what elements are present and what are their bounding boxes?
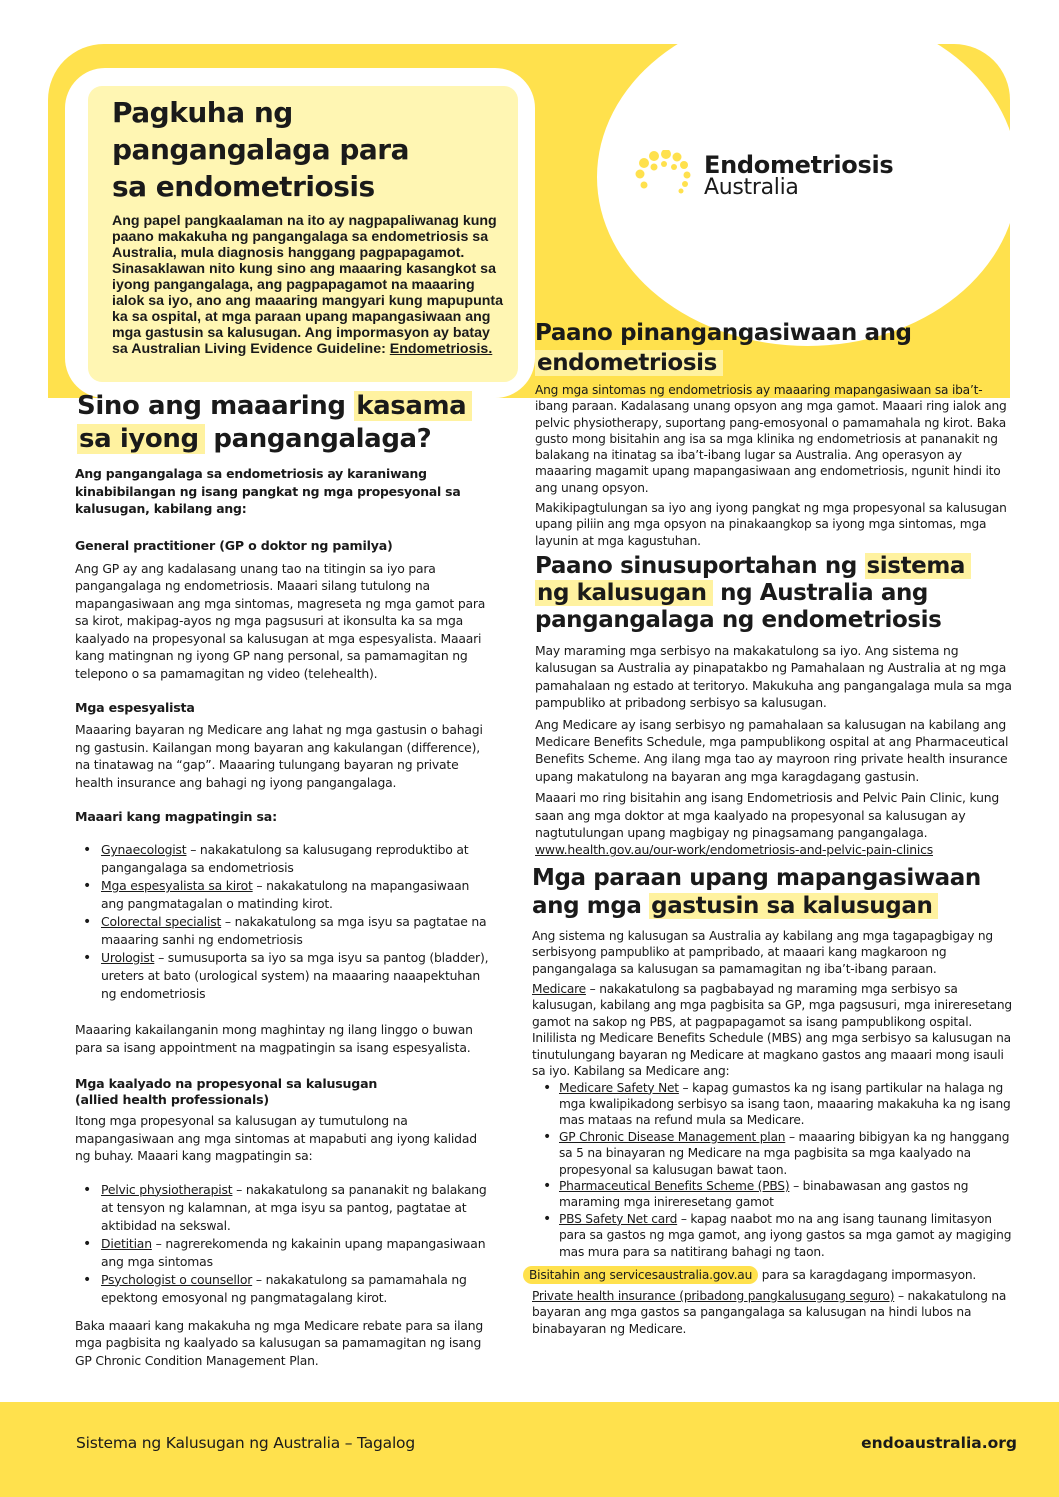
pbs-link[interactable]: Pharmaceutical Benefits Scheme (PBS) xyxy=(559,1178,790,1193)
list-item xyxy=(75,877,493,913)
list-item xyxy=(75,1271,493,1307)
dietitian-link[interactable]: Dietitian xyxy=(101,1235,152,1251)
item-text: – binabawasan ang gastos ng maraming mga inireresetang gamot xyxy=(559,1178,969,1210)
heading-highlight: gastusin sa kalusugan xyxy=(649,893,938,919)
item-text: – kapag naabot mo na ang isang taunang limitasyon para sa gastos ng mga gamot, ang iyong gastos sa mga gamot ay magiging mas mura para sa natitirang bahagi ng taon. xyxy=(559,1211,1012,1259)
pelvic-physio-link[interactable]: Pelvic physiotherapist xyxy=(101,1181,233,1197)
item-text: – nakakatulong sa pamamahala ng epektong emosyonal ng pangmatagalang kirot. xyxy=(101,1271,467,1305)
gp-body: Ang GP ay ang kadalasang unang tao na titingin sa iyo para pangangalaga ng endometriosis. Maaari silang tutulong na mapangasiwaan ang mga sintomas, magreseta ng mga gamot para sa kirot, makipag-ayos ng mga pagsusuri at ikonsulta ka sa mga kaalyado na propesyonal sa kalusugan at mga espesyalista. Maaari kang matingnan ng iyong GP nang personal, sa pamamagitan ng telepono o sa pamamagitan ng video (telehealth). xyxy=(75,560,486,681)
title-line-2: pangangalaga para xyxy=(112,133,409,166)
health-system-p1: May maraming mga serbisyo na makakatulong sa iyo. Ang sistema ng kalusugan sa Australia ay pinapatakbo ng Pamahalaan ng Australia at ng mga pamahalaan ng estado at teritoryo. Makukuha ang pangangalaga mula sa mga pampubliko at pribadong serbisyo sa kalusugan. xyxy=(535,642,1012,711)
gp-cdm-plan-link[interactable]: GP Chronic Disease Management plan xyxy=(559,1129,786,1144)
heading-highlight: sistema xyxy=(865,553,972,579)
medicare-text: – nakakatulong sa pagbabayad ng maraming mga serbisyo sa kalusugan, kabilang ang mga pagbisita sa GP, mga pagsusuri, mga inireresetang gamot na sakop ng PBS, at pagpapagamot sa isang pampublikong ospital. Inililista ng Medicare Benefits Schedule (MBS) ang mga serbisyo sa kalusugan na tinutulungang bayaran ng Medicare at magkano gastos ang maaari mong isauli sa iyo. Kabilang sa Medicare ang: xyxy=(532,982,1012,1079)
heading-text: Paano sinusuportahan ng xyxy=(535,552,865,579)
see-title: Maaari kang magpatingin sa: xyxy=(75,809,277,824)
item-text: – nagrerekomenda ng kakainin upang mapangasiwaan ang mga sintomas xyxy=(101,1235,486,1269)
item-text: – nakakatulong na mapangasiwaan ang pangmatagalan o matinding kirot. xyxy=(101,878,470,911)
safety-net-link[interactable]: Medicare Safety Net xyxy=(559,1080,679,1095)
visit-text: para sa karagdagang impormasyon. xyxy=(758,1267,977,1282)
wait-note: Maaaring kakailanganin mong maghintay ng ilang linggo o buwan para sa isang appointment na magpatingin sa isang espesyalista. xyxy=(75,1022,473,1055)
heading-text: ang mga xyxy=(532,892,650,919)
intro-body: Ang papel pangkaalaman na ito ay nagpapaliwanag kung paano makakuha ng pangangalaga sa endometriosis sa Australia, mula diagnosis hanggang pagpapagamot. Sinasaklawan nito kung sino ang maaaring kasangkot sa iyong pangangalaga, ang pagpapagamot na maaaring ialok sa iyo, ano ang maaaring mangyari kung mapupunta ka sa ospital, at mga paraan upang mapangasiwaan ang mga gastusin sa kalusugan. Ang impormasyon ay batay sa Australian Living Evidence Guideline: xyxy=(112,213,504,357)
rebate-note: Baka maaari kang makakuha ng mga Medicare rebate para sa ilang mga pagbisita ng kaalyado sa kalusugan sa pamamagitan ng isang GP Chronic Condition Management Plan. xyxy=(75,1317,484,1368)
heading-text: ng Australia ang xyxy=(712,579,928,606)
list-item xyxy=(535,1080,1015,1129)
urologist-link[interactable]: Urologist xyxy=(101,950,155,965)
medicare-link[interactable]: Medicare xyxy=(532,982,586,997)
p3-text: Maaari mo ring bisitahin ang isang Endometriosis and Pelvic Pain Clinic, kung saan ang mga doktor at mga kaalyado na propesyonal sa kalusugan ay nagtutulungan upang magbigay ng pinagsamang pangangalaga. xyxy=(535,790,1000,841)
footer-title: Sistema ng Kalusugan ng Australia – Tagalog xyxy=(76,1434,415,1452)
section-heading-care-team xyxy=(77,390,493,456)
heading-highlight: endometriosis xyxy=(535,350,723,376)
specialist-list xyxy=(75,841,493,1003)
item-text: – nakakatulong sa mga isyu sa pagtatae na maaaring sanhi ng endometriosis xyxy=(101,914,487,947)
item-text: – maaaring bibigyan ka ng hanggang sa 5 na binayaran ng Medicare na mga pagbisita sa mga kaalyado na propesyonal sa kalusugan bawat taon. xyxy=(559,1129,1010,1177)
allied-body: Itong mga propesyonal sa kalusugan ay tumutulong na mapangasiwaan ang mga sintomas at mapabuti ang iyong kalidad ng buhay. Maaari kang magpatingin sa: xyxy=(75,1113,477,1163)
clinics-link[interactable]: www.health.gov.au/our-work/endometriosis-and-pelvic-pain-clinics xyxy=(535,842,933,858)
list-item xyxy=(535,1211,1015,1260)
management-p2: Makikipagtulungan sa iyo ang iyong pangkat ng mga propesyonal sa kalusugan upang piliin ang mga opsyon na pinakaangkop sa iyong mga sintomas, mga layunin at mga kagustuhan. xyxy=(535,501,1007,548)
item-text: – nakakatulong sa pananakit ng balakang at tensyon ng kalamnan, at mga isyu sa pantog, pagtatae at aktibidad na sekswal. xyxy=(101,1181,487,1233)
pbs-safety-net-link[interactable]: PBS Safety Net card xyxy=(559,1211,678,1226)
private-insurance-link[interactable]: Private health insurance (pribadong pangkalusugang seguro) xyxy=(532,1288,895,1303)
footer-website-link[interactable]: endoaustralia.org xyxy=(861,1434,1017,1452)
private-insurance-paragraph xyxy=(532,1288,1015,1337)
heading-text: Mga paraan upang mapangasiwaan xyxy=(532,864,981,891)
logo-text-line1: Endometriosis xyxy=(704,151,894,179)
heading-text: Paano pinangangasiwaan ang xyxy=(535,320,912,346)
list-item xyxy=(75,949,493,1003)
allied-list xyxy=(75,1181,493,1307)
page-title xyxy=(112,94,504,205)
section-heading-management xyxy=(535,318,1015,378)
costs-p1: Ang sistema ng kalusugan sa Australia ay kabilang ang mga tagapagbigay ng serbisyong pampubliko at pampribado, at maaari kang magkaroon ng pangangalaga sa kalusugan sa pamamagitan ng iba’t-ibang paraan. xyxy=(532,928,993,976)
heading-highlight: sa iyong xyxy=(77,424,205,454)
section-heading-health-system xyxy=(535,553,1015,634)
heading-highlight: kasama xyxy=(354,391,472,421)
medicare-paragraph xyxy=(532,981,1015,1079)
heading-text: pangangalaga ng endometriosis xyxy=(535,606,942,633)
intro-box xyxy=(88,86,518,382)
intro-text xyxy=(112,213,504,357)
colorectal-link[interactable]: Colorectal specialist xyxy=(101,914,222,929)
health-system-p3 xyxy=(535,789,1015,859)
endometriosis-australia-logo xyxy=(632,150,892,200)
item-text: – sumusuporta sa iyo sa mga isyu sa pantog (bladder), ureters at bato (urological system) na maaaring naaapektuhan ng endometriosis xyxy=(101,950,489,1001)
gp-title: General practitioner (GP o doktor ng pamilya) xyxy=(75,537,393,553)
guideline-link[interactable]: Endometriosis. xyxy=(389,341,493,357)
allied-title-line1: Mga kaalyado na propesyonal sa kalusugan xyxy=(75,1076,378,1091)
gynaecologist-link[interactable]: Gynaecologist xyxy=(101,842,187,857)
heading-text: pangangalaga? xyxy=(204,424,432,454)
item-text: – nakakatulong sa kalusugang reproduktibo at pangangalaga sa endometriosis xyxy=(101,842,469,875)
list-item xyxy=(75,1235,493,1271)
logo-text-line2: Australia xyxy=(704,175,799,200)
list-item xyxy=(75,913,493,949)
list-item xyxy=(535,1129,1015,1178)
care-team-lead: Ang pangangalaga sa endometriosis ay karaniwang kinabibilangan ng isang pangkat ng mga propesyonal sa kalusugan, kabilang ang: xyxy=(75,466,461,516)
private-text: – nakakatulong na bayaran ang mga gastos sa pangangalaga sa kalusugan na hindi lubos na binabayaran ng Medicare. xyxy=(532,1288,1007,1336)
pain-specialist-link[interactable]: Mga espesyalista sa kirot xyxy=(101,878,253,893)
footer xyxy=(0,1402,1059,1497)
title-line-3: sa endometriosis xyxy=(112,170,375,203)
heading-text: Sino ang maaaring xyxy=(77,391,355,421)
item-text: – kapag gumastos ka ng isang partikular na halaga ng mga kwalipikadong serbisyo sa isang taon, maaaring makakuha ka ng isang mas mataas na refund mula sa Medicare. xyxy=(559,1080,1011,1128)
list-item xyxy=(75,1181,493,1235)
allied-title-line2: (allied health professionals) xyxy=(75,1092,269,1107)
management-p1: Ang mga sintomas ng endometriosis ay maaaring mapangasiwaan sa iba’t-ibang paraan. Kadalasang unang opsyon ang mga gamot. Maaari ring ialok ang pelvic physiotherapy, suportang pang-emosyonal o pamamahala ng kirot. Baka gusto mong bisitahin ang isa sa mga klinika ng endometriosis at pananakit ng balakang na itinatag sa iba’t-ibang lugar sa Australia. Ang operasyon ay maaaring magamit upang mapangasiwaan ang endometriosis, ngunit hindi ito ang unang opsyon. xyxy=(535,383,1007,495)
title-line-1: Pagkuha ng xyxy=(112,96,293,129)
heading-highlight: ng kalusugan xyxy=(535,580,713,606)
left-column xyxy=(75,390,493,1369)
services-australia-callout[interactable]: Bisitahin ang servicesaustralia.gov.au xyxy=(523,1266,758,1284)
health-system-p2: Ang Medicare ay isang serbisyo ng pamahalaan sa kalusugan na kabilang ang Medicare Benefits Schedule, mga pampublikong ospital at ang Pharmaceutical Benefits Scheme. Ang ilang mga tao ay mayroon ring private health insurance upang makatulong na bayaran ang mga karagdagang gastusin. xyxy=(535,716,1009,784)
allied-title xyxy=(75,1076,493,1108)
list-item xyxy=(535,1178,1015,1211)
specialists-body: Maaaring bayaran ng Medicare ang lahat ng mga gastusin o bahagi ng gastusin. Kailangan mong bayaran ang kakulangan (difference), na tinatawag na “gap”. Maaaring tulungang bayaran ng private health insurance ang bahagi ng iyong pangangalaga. xyxy=(75,722,483,790)
psychologist-link[interactable]: Psychologist o counsellor xyxy=(101,1271,253,1287)
dots-arc-logo-icon xyxy=(632,150,692,198)
section-heading-costs xyxy=(532,864,1015,920)
visit-line xyxy=(529,1266,1015,1284)
right-column xyxy=(529,318,1015,1337)
medicare-list xyxy=(535,1080,1015,1260)
list-item xyxy=(75,841,493,877)
specialists-title: Mga espesyalista xyxy=(75,700,195,715)
